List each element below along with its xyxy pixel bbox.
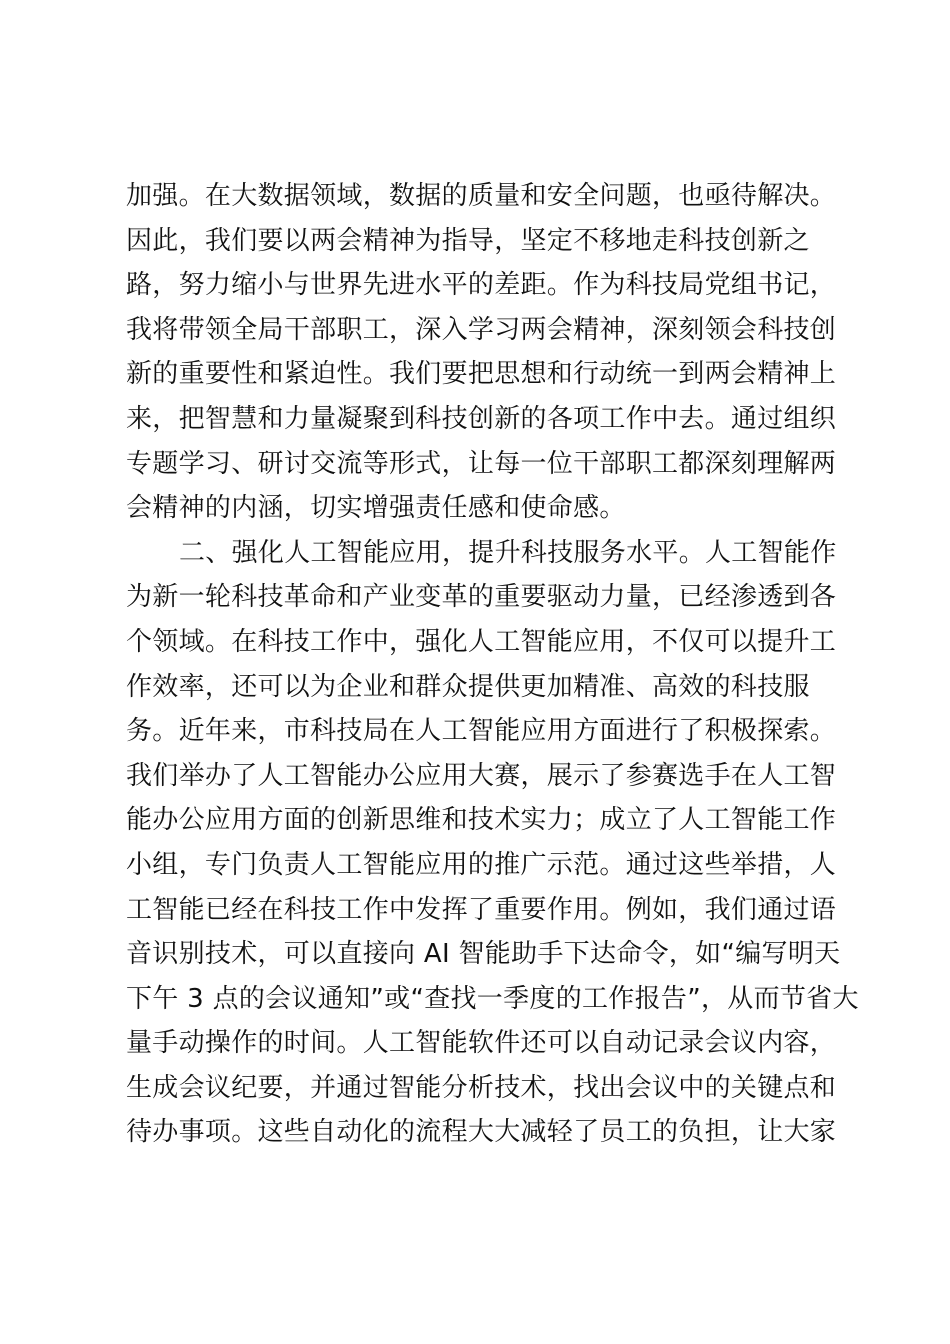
section-heading-line: 二、强化人工智能应用，提升科技服务水平。人工智能作 — [179, 537, 837, 568]
text-line: 待办事项。这些自动化的流程大大减轻了员工的负担，让大家 — [126, 1117, 837, 1148]
text-line: 会精神的内涵，切实增强责任感和使命感。 — [126, 493, 626, 524]
text-line: 作效率，还可以为企业和群众提供更加精准、高效的科技服 — [126, 671, 810, 702]
text-line: 小组，专门负责人工智能应用的推广示范。通过这些举措，人 — [126, 849, 837, 880]
text-line: 个领域。在科技工作中，强化人工智能应用，不仅可以提升工 — [126, 626, 837, 657]
text-line: 加强。在大数据领域，数据的质量和安全问题，也亟待解决。 — [126, 181, 837, 211]
text-line: 务。近年来，市科技局在人工智能应用方面进行了积极探索。 — [126, 716, 837, 747]
text-line: 音识别技术，可以直接向 AI 智能助手下达命令，如“编写明天 — [126, 939, 841, 970]
text-line: 新的重要性和紧迫性。我们要把思想和行动统一到两会精神上 — [126, 359, 837, 390]
text-line: 我们举办了人工智能办公应用大赛，展示了参赛选手在人工智 — [126, 760, 837, 791]
text-line: 能办公应用方面的创新思维和技术实力；成立了人工智能工作 — [126, 805, 837, 836]
body-text — [126, 174, 859, 1155]
text-line: 量手动操作的时间。人工智能软件还可以自动记录会议内容， — [126, 1028, 837, 1059]
text-line: 路，努力缩小与世界先进水平的差距。作为科技局党组书记， — [126, 270, 837, 301]
text-line: 专题学习、研讨交流等形式，让每一位干部职工都深刻理解两 — [126, 448, 837, 479]
text-line: 来，把智慧和力量凝聚到科技创新的各项工作中去。通过组织 — [126, 403, 837, 434]
text-line: 工智能已经在科技工作中发挥了重要作用。例如，我们通过语 — [126, 894, 837, 925]
text-line: 因此，我们要以两会精神为指导，坚定不移地走科技创新之 — [126, 225, 810, 256]
text-line: 下午 3 点的会议通知”或“查找一季度的工作报告”，从而节省大 — [126, 983, 859, 1014]
text-line: 为新一轮科技革命和产业变革的重要驱动力量，已经渗透到各 — [126, 582, 837, 613]
text-line: 我将带领全局干部职工，深入学习两会精神，深刻领会科技创 — [126, 314, 837, 345]
text-line: 生成会议纪要，并通过智能分析技术，找出会议中的关键点和 — [126, 1072, 837, 1103]
